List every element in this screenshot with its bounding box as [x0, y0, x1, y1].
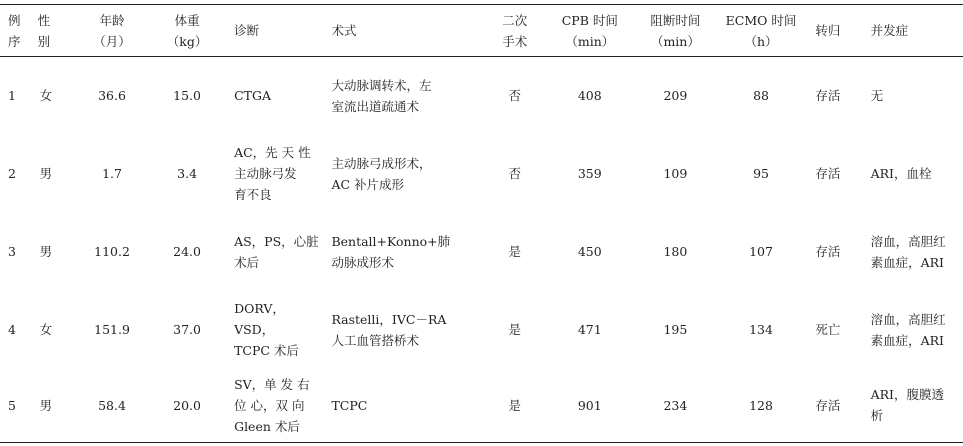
diagnosis-line: DORV，VSD， — [234, 301, 285, 337]
cell-cpb-time: 901 — [577, 397, 602, 413]
table-row — [0, 369, 963, 443]
cell-cross-clamp-time: 180 — [663, 244, 688, 259]
operation-line: 动脉成形术 — [331, 254, 394, 270]
cell-ecmo-time: 128 — [749, 397, 773, 413]
cell-operation — [323, 213, 484, 291]
cell-case-number: 1 — [8, 88, 16, 104]
cell-complications — [865, 135, 963, 213]
cell-outcome: 存活 — [815, 397, 841, 413]
cell-cross-clamp-time: 234 — [663, 397, 688, 413]
cell-weight: 24.0 — [173, 244, 201, 259]
diagnosis-line: AS，PS，心脏 — [234, 233, 319, 249]
operation-line: 主动脉弓成形术， — [331, 155, 432, 171]
header-cpb-time: CPB 时间 （min） — [561, 12, 618, 49]
cell-cross-clamp-time: 209 — [663, 88, 688, 104]
cell-weight: 15.0 — [173, 88, 201, 104]
complications-line: ARI，血栓 — [870, 166, 932, 181]
operation-line: 室流出道疏通术 — [331, 98, 419, 114]
diagnosis-lines — [234, 298, 319, 361]
header-diagnosis: 诊断 — [234, 23, 260, 38]
cell-operation — [323, 291, 484, 369]
table-row — [0, 291, 963, 369]
complications-lines — [871, 85, 959, 106]
cell-age: 151.9 — [94, 322, 130, 337]
diagnosis-lines — [234, 85, 319, 106]
complications-line: 溶血，高胆红 — [870, 233, 946, 249]
cell-cpb-time: 450 — [577, 244, 602, 259]
cell-reoperation: 是 — [508, 244, 522, 259]
operation-line: Rastelli，IVC－RA — [331, 311, 447, 327]
table-row — [0, 135, 963, 213]
operation-line: TCPC — [331, 397, 368, 413]
cell-diagnosis — [224, 57, 323, 135]
operation-line: AC 补片成形 — [331, 176, 405, 192]
cell-age: 110.2 — [94, 244, 130, 259]
header-cross-clamp-time: 阻断时间 （min） — [650, 12, 701, 49]
cell-case-number: 3 — [8, 244, 16, 259]
diagnosis-lines — [234, 374, 319, 437]
cell-cross-clamp-time: 195 — [663, 322, 688, 337]
diagnosis-line: CTGA — [234, 88, 271, 104]
complications-line: ARI，腹膜透 — [870, 387, 944, 403]
cell-weight: 3.4 — [177, 166, 198, 181]
operation-line: Bentall+Konno+肺 — [331, 233, 451, 249]
cell-sex: 女 — [39, 322, 53, 337]
header-age: 年龄 （月） — [93, 12, 131, 49]
cell-reoperation: 否 — [508, 88, 522, 104]
cell-ecmo-time: 88 — [753, 88, 769, 104]
cell-complications — [865, 291, 963, 369]
cell-complications — [865, 369, 963, 443]
clinical-data-table — [0, 4, 963, 443]
cell-age: 1.7 — [102, 166, 122, 181]
operation-line: 大动脉调转术，左 — [331, 77, 432, 93]
cell-sex: 男 — [39, 244, 53, 259]
cell-cpb-time: 359 — [577, 166, 602, 181]
diagnosis-line: AC，先 天 性 — [234, 145, 311, 160]
cell-sex: 男 — [39, 397, 53, 413]
cell-operation — [323, 135, 484, 213]
complications-lines — [871, 384, 959, 426]
complications-line: 析 — [870, 408, 884, 424]
diagnosis-line: 主动脉弓发 — [234, 166, 297, 181]
cell-weight: 37.0 — [173, 322, 201, 337]
header-complications: 并发症 — [870, 23, 909, 38]
complications-line: 溶血，高胆红 — [870, 311, 946, 327]
operation-lines — [331, 231, 480, 273]
header-weight: 体重 （kg） — [166, 12, 208, 49]
table-body — [0, 57, 963, 443]
header-ecmo-time: ECMO 时间 （h） — [725, 12, 797, 49]
cell-reoperation: 是 — [508, 322, 522, 337]
cell-ecmo-time: 95 — [753, 166, 769, 181]
cell-complications — [865, 57, 963, 135]
cell-cpb-time: 408 — [577, 88, 602, 104]
operation-line: 人工血管搭桥术 — [331, 332, 419, 348]
cell-sex: 女 — [39, 88, 53, 104]
diagnosis-line: TCPC 术后 — [234, 343, 299, 358]
diagnosis-line: SV，单 发 右 — [234, 376, 310, 392]
cell-ecmo-time: 134 — [749, 322, 773, 337]
diagnosis-lines — [234, 231, 319, 273]
diagnosis-line: 术后 — [234, 254, 260, 270]
cell-reoperation: 是 — [508, 397, 522, 413]
operation-lines — [331, 309, 480, 351]
cell-diagnosis — [224, 135, 323, 213]
cell-complications — [865, 213, 963, 291]
diagnosis-line: Gleen 术后 — [234, 418, 300, 434]
header-sex: 性 别 — [37, 12, 51, 49]
complications-lines — [871, 163, 959, 184]
table-row — [0, 213, 963, 291]
cell-diagnosis — [224, 369, 323, 443]
table-row — [0, 57, 963, 135]
cell-age: 58.4 — [98, 397, 126, 413]
table-header — [0, 5, 963, 57]
cell-cross-clamp-time: 109 — [663, 166, 688, 181]
complications-line: 无 — [870, 88, 884, 104]
header-outcome: 转归 — [815, 23, 841, 38]
complications-lines — [871, 231, 959, 273]
cell-outcome: 存活 — [815, 88, 841, 104]
cell-operation — [323, 57, 484, 135]
cell-sex: 男 — [39, 166, 53, 181]
complications-lines — [871, 309, 959, 351]
cell-reoperation: 否 — [508, 166, 522, 181]
operation-lines — [331, 153, 480, 195]
cell-diagnosis — [224, 291, 323, 369]
cell-operation — [323, 369, 484, 443]
cell-weight: 20.0 — [173, 397, 201, 413]
cell-outcome: 死亡 — [815, 322, 841, 337]
operation-lines — [331, 75, 480, 117]
operation-lines — [331, 395, 480, 416]
cell-case-number: 2 — [8, 166, 16, 181]
cell-outcome: 存活 — [815, 244, 841, 259]
diagnosis-line: 育不良 — [234, 187, 272, 202]
cell-outcome: 存活 — [815, 166, 841, 181]
cell-ecmo-time: 107 — [749, 244, 773, 259]
cell-age: 36.6 — [98, 88, 126, 104]
diagnosis-lines — [234, 142, 319, 205]
header-operation: 术式 — [331, 23, 357, 38]
cell-case-number: 4 — [8, 322, 16, 337]
header-case-no: 例 序 — [8, 12, 21, 49]
diagnosis-line: 位 心，双 向 — [234, 397, 305, 413]
complications-line: 素血症，ARI — [870, 332, 944, 348]
header-reoperation: 二次 手术 — [502, 12, 528, 49]
header-row — [0, 5, 963, 57]
cell-case-number: 5 — [8, 397, 16, 413]
cell-diagnosis — [224, 213, 323, 291]
complications-line: 素血症，ARI — [870, 254, 944, 270]
cell-cpb-time: 471 — [577, 322, 602, 337]
